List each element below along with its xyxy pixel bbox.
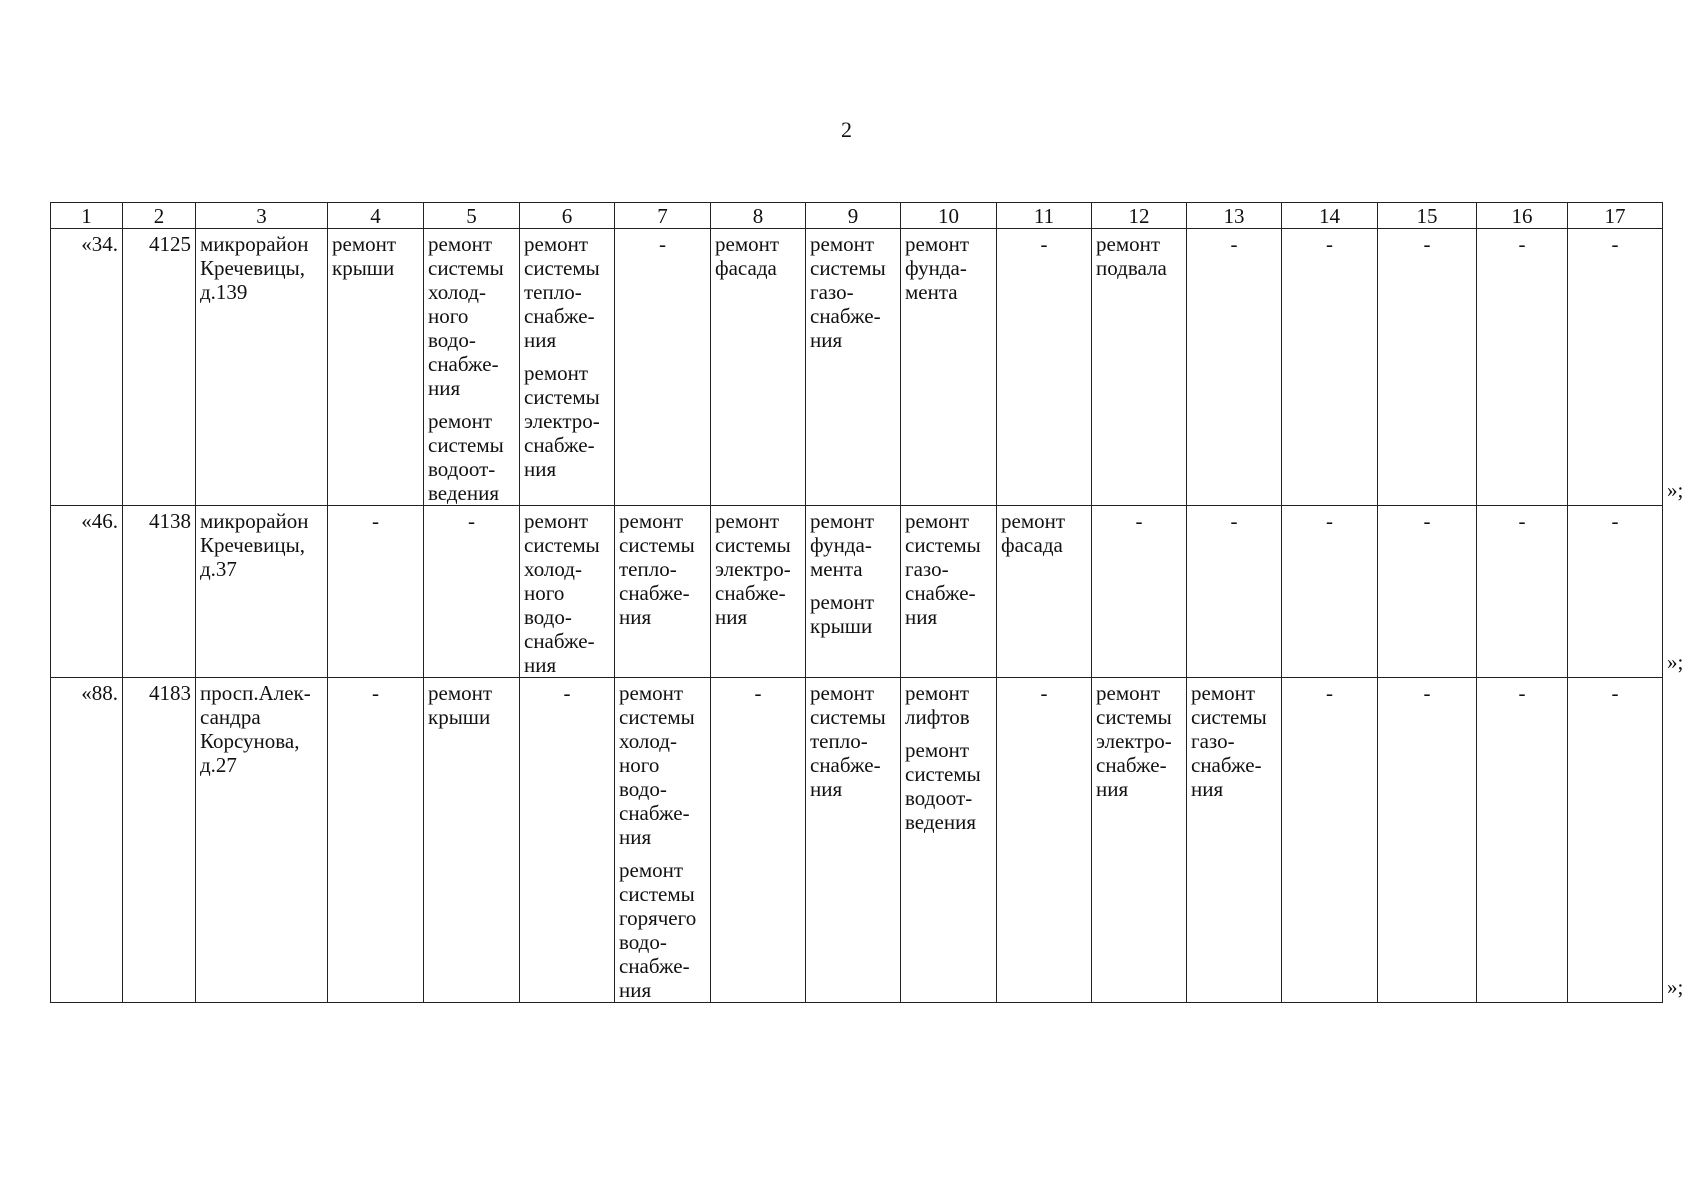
work-line: снабже-: [619, 801, 690, 825]
work-line: снабже-: [905, 581, 976, 605]
work-line: системы: [905, 762, 981, 786]
work-line: ния: [1096, 777, 1129, 801]
work-line: ния: [619, 825, 652, 849]
work-line: системы: [524, 533, 600, 557]
column-header: 3: [196, 203, 328, 229]
work-item: [905, 232, 992, 304]
work-line: ния: [619, 605, 652, 629]
work-item: [810, 590, 896, 638]
work-cell: [806, 506, 901, 678]
page-number: 2: [841, 117, 852, 142]
empty-work-cell: -: [615, 229, 711, 506]
work-item: [905, 738, 992, 834]
work-line: фасада: [1001, 533, 1063, 557]
work-item: [1001, 509, 1087, 557]
empty-work-cell: -: [711, 678, 806, 1003]
address-line: микрорайон: [200, 509, 309, 533]
work-line: снабже-: [619, 954, 690, 978]
empty-work-cell: -: [1282, 506, 1378, 678]
empty-work-cell: -: [1568, 506, 1663, 678]
column-header: 16: [1477, 203, 1568, 229]
work-line: ремонт: [905, 738, 970, 762]
work-cell: [424, 678, 520, 1003]
empty-work-cell: -: [1568, 678, 1663, 1003]
work-line: снабже-: [810, 304, 881, 328]
work-line: тепло-: [810, 729, 868, 753]
work-line: ведения: [905, 810, 976, 834]
empty-work-cell: -: [1477, 678, 1568, 1003]
work-cell: [901, 506, 997, 678]
work-line: горячего: [619, 906, 697, 930]
work-line: ного: [428, 304, 469, 328]
empty-work-cell: -: [1378, 506, 1477, 678]
work-line: мента: [905, 280, 958, 304]
row-number: «88.: [51, 678, 123, 1003]
work-item: [810, 232, 896, 352]
work-line: снабже-: [524, 433, 595, 457]
work-item: [619, 681, 706, 849]
work-line: снабже-: [524, 629, 595, 653]
empty-work-cell: -: [1477, 506, 1568, 678]
house-code: 4183: [123, 678, 196, 1003]
work-cell: [1092, 678, 1187, 1003]
empty-work-cell: -: [424, 506, 520, 678]
work-line: снабже-: [810, 753, 881, 777]
work-line: системы: [905, 533, 981, 557]
work-line: ремонт: [810, 681, 875, 705]
address-line: Кречевицы,: [200, 256, 305, 280]
address-cell: [196, 229, 328, 506]
work-item: [428, 681, 515, 729]
header-row: [51, 203, 1663, 229]
empty-work-cell: -: [1378, 229, 1477, 506]
column-header: 12: [1092, 203, 1187, 229]
work-line: ния: [810, 328, 843, 352]
work-line: ремонт: [905, 232, 970, 256]
repair-schedule-table: [50, 202, 1663, 1003]
work-line: ремонт: [1096, 681, 1161, 705]
work-cell: [520, 229, 615, 506]
work-line: системы: [428, 433, 504, 457]
work-cell: [424, 229, 520, 506]
empty-work-cell: -: [997, 678, 1092, 1003]
work-line: системы: [428, 256, 504, 280]
work-line: водоот-: [905, 786, 973, 810]
work-item: [810, 681, 896, 801]
work-line: газо-: [1191, 729, 1235, 753]
work-line: ремонт: [524, 361, 589, 385]
work-line: ремонт: [810, 509, 875, 533]
work-line: электро-: [524, 409, 600, 433]
work-cell: [901, 678, 997, 1003]
work-item: [524, 509, 610, 677]
column-header: 9: [806, 203, 901, 229]
address-cell: [196, 678, 328, 1003]
empty-work-cell: -: [997, 229, 1092, 506]
work-line: ремонт: [524, 509, 589, 533]
work-cell: [520, 506, 615, 678]
work-line: снабже-: [524, 304, 595, 328]
column-header: 10: [901, 203, 997, 229]
empty-work-cell: -: [1282, 229, 1378, 506]
work-line: электро-: [715, 557, 791, 581]
address-line: Корсунова,: [200, 729, 300, 753]
work-line: системы: [619, 705, 695, 729]
empty-work-cell: -: [1282, 678, 1378, 1003]
work-line: тепло-: [619, 557, 677, 581]
work-item: [905, 681, 992, 729]
address-line: просп.Алек-: [200, 681, 311, 705]
work-line: ния: [905, 605, 938, 629]
work-item: [619, 858, 706, 1002]
work-line: фунда-: [905, 256, 967, 280]
work-line: системы: [1096, 705, 1172, 729]
work-item: [428, 232, 515, 400]
work-item: [1096, 681, 1182, 801]
work-line: холод-: [524, 557, 582, 581]
empty-work-cell: -: [328, 678, 424, 1003]
column-header: 7: [615, 203, 711, 229]
empty-work-cell: -: [1187, 506, 1282, 678]
work-line: ремонт: [810, 232, 875, 256]
work-line: ния: [715, 605, 748, 629]
work-line: ния: [524, 328, 557, 352]
address-line: д.37: [200, 557, 237, 581]
work-line: ремонт: [619, 681, 684, 705]
work-cell: [711, 506, 806, 678]
work-line: ремонт: [1001, 509, 1066, 533]
work-line: снабже-: [715, 581, 786, 605]
work-line: ния: [428, 376, 461, 400]
work-cell: [806, 678, 901, 1003]
work-item: [905, 509, 992, 629]
work-line: ремонт: [1096, 232, 1161, 256]
work-line: мента: [810, 557, 863, 581]
work-cell: [901, 229, 997, 506]
column-header: 4: [328, 203, 424, 229]
work-line: ремонт: [1191, 681, 1256, 705]
work-line: ного: [619, 753, 660, 777]
work-cell: [615, 678, 711, 1003]
address-line: микрорайон: [200, 232, 309, 256]
work-line: электро-: [1096, 729, 1172, 753]
work-line: ния: [1191, 777, 1224, 801]
work-line: водоот-: [428, 457, 496, 481]
address-cell: [196, 506, 328, 678]
column-header: 2: [123, 203, 196, 229]
row-number: «34.: [51, 229, 123, 506]
work-line: тепло-: [524, 280, 582, 304]
work-line: системы: [619, 882, 695, 906]
empty-work-cell: -: [1187, 229, 1282, 506]
row-closing-mark: »;: [1667, 477, 1684, 502]
work-line: фунда-: [810, 533, 872, 557]
work-line: ведения: [428, 481, 499, 505]
work-line: ного: [524, 581, 565, 605]
house-code: 4138: [123, 506, 196, 678]
table-row: [51, 678, 1663, 1003]
work-item: [332, 232, 419, 280]
work-line: крыши: [810, 614, 873, 638]
empty-work-cell: -: [1378, 678, 1477, 1003]
column-header: 11: [997, 203, 1092, 229]
work-line: ремонт: [619, 509, 684, 533]
work-item: [619, 509, 706, 629]
work-line: ремонт: [810, 590, 875, 614]
work-line: системы: [524, 385, 600, 409]
work-line: ремонт: [905, 681, 970, 705]
work-line: снабже-: [1096, 753, 1167, 777]
work-line: системы: [1191, 705, 1267, 729]
work-item: [1191, 681, 1277, 801]
address-line: д.27: [200, 753, 237, 777]
row-number: «46.: [51, 506, 123, 678]
column-header: 17: [1568, 203, 1663, 229]
work-line: ремонт: [428, 232, 493, 256]
work-line: газо-: [810, 280, 854, 304]
work-line: ремонт: [428, 409, 493, 433]
work-line: крыши: [332, 256, 395, 280]
work-line: водо-: [619, 777, 667, 801]
work-line: системы: [715, 533, 791, 557]
work-line: системы: [810, 256, 886, 280]
column-header: 1: [51, 203, 123, 229]
work-line: ремонт: [332, 232, 397, 256]
work-item: [1096, 232, 1182, 280]
work-line: фасада: [715, 256, 777, 280]
work-line: газо-: [905, 557, 949, 581]
work-line: холод-: [428, 280, 486, 304]
house-code: 4125: [123, 229, 196, 506]
work-line: системы: [524, 256, 600, 280]
work-line: подвала: [1096, 256, 1167, 280]
work-cell: [328, 229, 424, 506]
column-header: 5: [424, 203, 520, 229]
work-cell: [615, 506, 711, 678]
work-cell: [1092, 229, 1187, 506]
work-item: [428, 409, 515, 505]
work-line: снабже-: [428, 352, 499, 376]
address-line: сандра: [200, 705, 261, 729]
work-item: [524, 232, 610, 352]
work-line: ремонт: [619, 858, 684, 882]
work-line: крыши: [428, 705, 491, 729]
work-item: [810, 509, 896, 581]
work-line: системы: [619, 533, 695, 557]
work-line: ремонт: [905, 509, 970, 533]
empty-work-cell: -: [328, 506, 424, 678]
work-cell: [1187, 678, 1282, 1003]
work-line: системы: [810, 705, 886, 729]
address-line: Кречевицы,: [200, 533, 305, 557]
address-line: д.139: [200, 280, 248, 304]
work-cell: [711, 229, 806, 506]
column-header: 8: [711, 203, 806, 229]
table-row: [51, 506, 1663, 678]
column-header: 6: [520, 203, 615, 229]
work-cell: [806, 229, 901, 506]
work-line: ремонт: [428, 681, 493, 705]
work-line: лифтов: [905, 705, 970, 729]
work-line: ния: [524, 457, 557, 481]
work-item: [715, 509, 801, 629]
row-closing-mark: »;: [1667, 649, 1684, 674]
column-header: 15: [1378, 203, 1477, 229]
work-line: ремонт: [524, 232, 589, 256]
empty-work-cell: -: [520, 678, 615, 1003]
row-closing-mark: »;: [1667, 974, 1684, 999]
empty-work-cell: -: [1092, 506, 1187, 678]
work-line: ремонт: [715, 232, 780, 256]
column-header: 14: [1282, 203, 1378, 229]
table-row: [51, 229, 1663, 506]
work-line: водо-: [619, 930, 667, 954]
work-line: водо-: [428, 328, 476, 352]
empty-work-cell: -: [1477, 229, 1568, 506]
work-line: снабже-: [1191, 753, 1262, 777]
work-line: ния: [619, 978, 652, 1002]
empty-work-cell: -: [1568, 229, 1663, 506]
column-header: 13: [1187, 203, 1282, 229]
work-line: ния: [524, 653, 557, 677]
work-line: водо-: [524, 605, 572, 629]
work-cell: [997, 506, 1092, 678]
work-line: холод-: [619, 729, 677, 753]
work-line: ния: [810, 777, 843, 801]
work-item: [524, 361, 610, 481]
work-line: снабже-: [619, 581, 690, 605]
work-line: ремонт: [715, 509, 780, 533]
work-item: [715, 232, 801, 280]
